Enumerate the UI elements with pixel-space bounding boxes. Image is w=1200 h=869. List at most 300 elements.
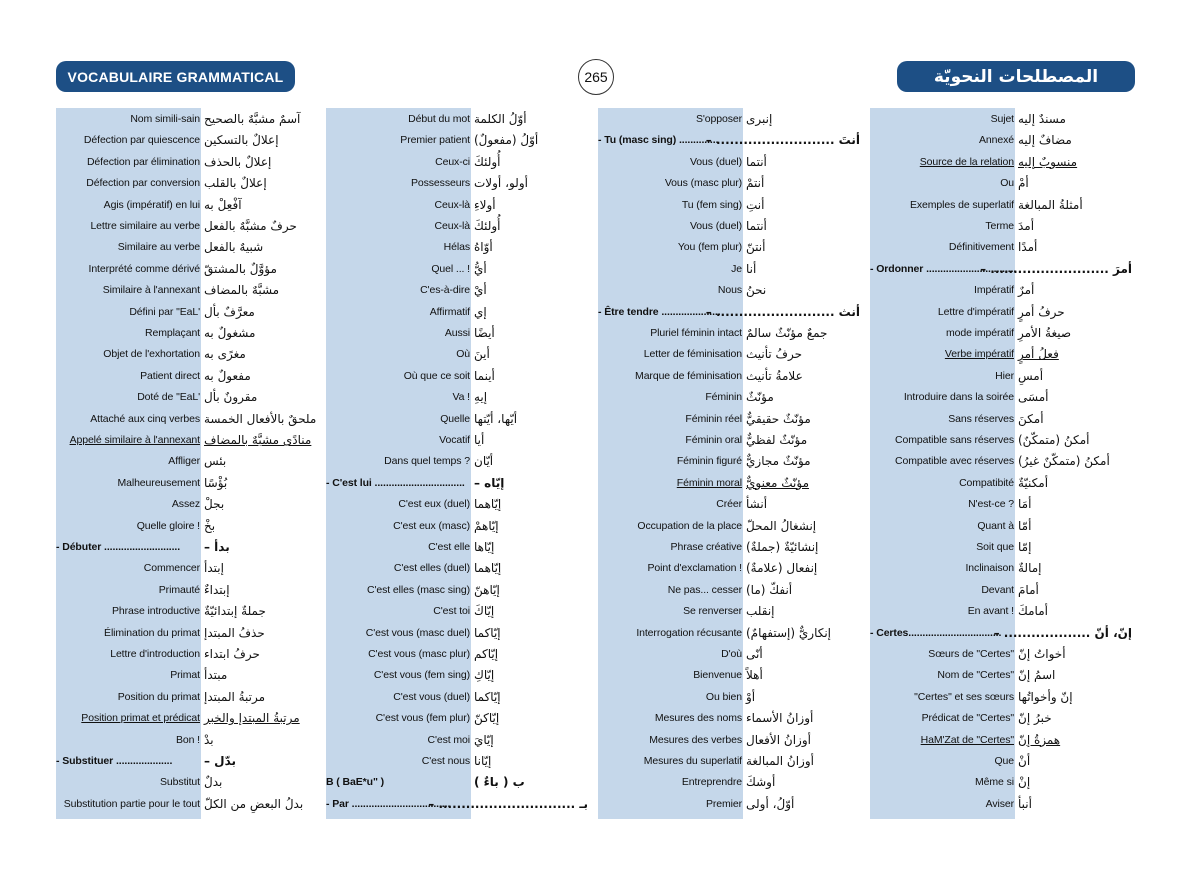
glossary-row bbox=[870, 280, 1135, 301]
arabic-term: آفْعِلْ به bbox=[204, 197, 242, 212]
glossary-row bbox=[870, 130, 1135, 151]
glossary-row bbox=[870, 601, 1135, 622]
french-term: Mesures des verbes bbox=[649, 733, 742, 746]
french-term: - Tu (masc sing) .............. bbox=[598, 134, 719, 147]
arabic-term: إبتدأ bbox=[204, 561, 224, 576]
french-term: C'est vous (fem sing) bbox=[373, 669, 470, 682]
french-term: Quant à bbox=[977, 519, 1014, 532]
french-term: Impératif bbox=[974, 284, 1014, 297]
arabic-term: أمسَى bbox=[1018, 390, 1049, 405]
arabic-term: أمكنُ (متمكّنٌ) bbox=[1018, 433, 1090, 447]
french-term: C'est nous bbox=[421, 755, 470, 767]
arabic-term: مؤنّثٌ مجازيٌّ bbox=[746, 454, 811, 469]
french-term: Substitution partie pour le tout bbox=[63, 797, 200, 810]
french-term: Sœurs de "Certes" bbox=[928, 648, 1014, 660]
french-term: Bienvenue bbox=[693, 669, 742, 682]
french-term: Ou bbox=[1000, 177, 1014, 190]
glossary-row bbox=[56, 173, 321, 194]
arabic-term: أوزانُ المبالغة bbox=[746, 754, 814, 768]
arabic-term: إيّايَ bbox=[474, 732, 494, 747]
glossary-row bbox=[598, 730, 863, 751]
arabic-term: إنقلب bbox=[746, 604, 775, 619]
glossary-row bbox=[56, 601, 321, 622]
french-term: Défection par élimination bbox=[86, 155, 200, 168]
arabic-term: بخْ bbox=[204, 518, 216, 533]
french-term: Sans réserves bbox=[948, 412, 1014, 425]
arabic-term: أنتمْ bbox=[746, 176, 765, 191]
french-term: Substitut bbox=[160, 776, 200, 789]
glossary-row bbox=[326, 430, 591, 451]
glossary-row bbox=[598, 537, 863, 558]
page-number: 265 bbox=[578, 59, 614, 95]
glossary-row bbox=[870, 109, 1135, 130]
arabic-term: بدلُ البعضِ من الكلّ bbox=[204, 796, 304, 811]
french-term: mode impératif bbox=[945, 327, 1014, 339]
french-term: Entreprendre bbox=[681, 776, 742, 789]
glossary-section-heading bbox=[870, 623, 1135, 644]
arabic-term: شبيهٌ بالفعل bbox=[204, 240, 264, 255]
glossary-row bbox=[870, 665, 1135, 686]
french-term: Vous (duel) bbox=[689, 220, 742, 232]
arabic-term: مقرونٌ بأل bbox=[204, 390, 258, 405]
arabic-term: أنبأ bbox=[1018, 796, 1032, 811]
glossary-column-3 bbox=[598, 108, 863, 819]
glossary-row bbox=[870, 152, 1135, 173]
glossary-row bbox=[56, 708, 321, 729]
arabic-term: مسندٌ إليه bbox=[1018, 112, 1066, 126]
arabic-term: بُؤْسًا bbox=[204, 475, 228, 490]
glossary-row bbox=[326, 280, 591, 301]
glossary-row bbox=[56, 387, 321, 408]
header-left-title: VOCABULAIRE GRAMMATICAL bbox=[56, 61, 295, 92]
french-term: Hier bbox=[995, 369, 1014, 382]
glossary-row bbox=[598, 601, 863, 622]
french-term: C'est vous (masc plur) bbox=[368, 648, 470, 660]
arabic-term: إبتداءٌ bbox=[204, 582, 230, 597]
glossary-row bbox=[56, 130, 321, 151]
arabic-term: صيغةُ الأمرِ bbox=[1018, 326, 1072, 340]
arabic-term: آسمٌ مشبَّهٌ بالصحيح bbox=[204, 112, 301, 126]
arabic-term: علامةُ تأنيث bbox=[746, 368, 803, 383]
french-term: B ( BaE*u" ) bbox=[326, 776, 385, 789]
glossary-row bbox=[598, 794, 863, 815]
arabic-term: أنفكّ (ما) bbox=[746, 582, 793, 597]
french-term: Féminin réel bbox=[685, 412, 742, 425]
glossary-row bbox=[326, 580, 591, 601]
glossary-row bbox=[870, 387, 1135, 408]
arabic-term: مغرًى به bbox=[204, 347, 246, 362]
glossary-row bbox=[56, 644, 321, 665]
french-term: C'est elles (duel) bbox=[393, 562, 470, 575]
arabic-term: أهلاً bbox=[746, 668, 763, 683]
glossary-row bbox=[870, 173, 1135, 194]
arabic-term: أنشأ bbox=[746, 497, 768, 512]
arabic-term: معرَّفٌ بأل bbox=[204, 304, 255, 319]
french-term: Similaire au verbe bbox=[117, 241, 200, 254]
glossary-row bbox=[326, 216, 591, 237]
glossary-row bbox=[326, 494, 591, 515]
glossary-row bbox=[598, 173, 863, 194]
french-term: N'est-ce ? bbox=[968, 498, 1014, 511]
french-term: Je bbox=[731, 262, 742, 275]
arabic-term: أمامَ bbox=[1018, 582, 1039, 597]
arabic-term: أمرٌ bbox=[1018, 283, 1035, 298]
glossary-row bbox=[326, 366, 591, 387]
glossary-row bbox=[598, 516, 863, 537]
french-term: C'est vous (fem plur) bbox=[375, 712, 470, 725]
glossary-row bbox=[326, 344, 591, 365]
french-term: Malheureusement bbox=[117, 476, 200, 489]
french-term: Interprété comme dérivé bbox=[88, 262, 200, 275]
arabic-term: إيّاكما bbox=[474, 689, 501, 704]
glossary-row bbox=[870, 323, 1135, 344]
french-term: Exemples de superlatif bbox=[909, 198, 1014, 211]
glossary-row bbox=[598, 323, 863, 344]
french-term: Féminin oral bbox=[685, 434, 742, 446]
glossary-row bbox=[326, 623, 591, 644]
arabic-term: إنّ وأخواتُها bbox=[1018, 689, 1073, 704]
french-term: Possesseurs bbox=[410, 177, 470, 190]
glossary-row bbox=[326, 516, 591, 537]
glossary-row bbox=[598, 387, 863, 408]
french-term: Primat bbox=[170, 669, 200, 682]
glossary-row bbox=[870, 772, 1135, 793]
french-term: Compatible sans réserves bbox=[895, 434, 1014, 446]
glossary-row bbox=[56, 623, 321, 644]
glossary-section-heading bbox=[598, 130, 863, 151]
french-term: Sujet bbox=[990, 113, 1014, 125]
arabic-term: أوّلُ (مفعولٌ) bbox=[474, 133, 539, 148]
arabic-term: مؤنّثٌ معنويٌّ bbox=[746, 475, 809, 490]
french-term: C'est moi bbox=[427, 733, 470, 746]
glossary-row bbox=[326, 644, 591, 665]
french-term: Vous (masc plur) bbox=[664, 177, 742, 190]
glossary-row bbox=[870, 516, 1135, 537]
french-term: Premier bbox=[705, 797, 742, 810]
arabic-term: إيّاهما bbox=[474, 497, 502, 512]
glossary-section-heading bbox=[326, 473, 591, 494]
french-term: HaM'Zat de "Certes" bbox=[920, 733, 1014, 746]
french-term: Appelé similaire à l'annexant bbox=[69, 434, 200, 446]
glossary-row bbox=[56, 344, 321, 365]
glossary-row bbox=[56, 665, 321, 686]
glossary-row bbox=[56, 409, 321, 430]
arabic-term: أينما bbox=[474, 368, 495, 383]
glossary-row bbox=[326, 708, 591, 729]
french-term: Hélas bbox=[443, 241, 470, 254]
arabic-term: منادًى مشبَّهٌ بالمضاف bbox=[204, 433, 312, 447]
arabic-term: إي bbox=[474, 304, 487, 319]
french-term: - Certes................................. bbox=[870, 626, 1002, 639]
arabic-term: أنا bbox=[746, 261, 757, 276]
french-term: Ne pas... cesser bbox=[667, 583, 742, 596]
french-term: D'où bbox=[721, 648, 742, 660]
glossary-row bbox=[56, 366, 321, 387]
arabic-term: أيّها، أيّتها bbox=[474, 411, 518, 426]
glossary-column-4 bbox=[870, 108, 1135, 819]
arabic-term: أمدًا bbox=[1018, 240, 1038, 255]
glossary-row bbox=[598, 665, 863, 686]
glossary-row bbox=[326, 730, 591, 751]
glossary-row bbox=[326, 409, 591, 430]
arabic-term: أوّلُ الكلمة bbox=[474, 112, 527, 126]
french-term: Définitivement bbox=[948, 241, 1014, 254]
french-term: Premier patient bbox=[400, 134, 470, 147]
glossary-row bbox=[870, 644, 1135, 665]
arabic-term: إمالةٌ bbox=[1018, 561, 1042, 576]
arabic-term: حرفُ ابتداء bbox=[204, 647, 260, 661]
glossary-row bbox=[56, 195, 321, 216]
french-term: Assez bbox=[171, 498, 200, 511]
arabic-term: أولو، أولات bbox=[474, 176, 528, 191]
arabic-term: إعلالٌ بالقلب bbox=[204, 176, 267, 191]
french-term: Ceux-ci bbox=[435, 155, 470, 168]
glossary-row bbox=[870, 237, 1135, 258]
french-term: Nous bbox=[717, 284, 742, 297]
glossary-row bbox=[870, 195, 1135, 216]
french-term: "Certes" et ses sœurs bbox=[914, 690, 1014, 703]
french-term: Phrase créative bbox=[670, 541, 742, 553]
glossary-row bbox=[326, 323, 591, 344]
glossary-row bbox=[326, 687, 591, 708]
arabic-term: خبرُ إنّ bbox=[1018, 711, 1052, 726]
french-term: Même si bbox=[975, 776, 1014, 789]
french-term: Terme bbox=[985, 220, 1014, 232]
arabic-term: بئس bbox=[204, 454, 227, 469]
french-term: Marque de féminisation bbox=[635, 369, 742, 382]
french-term: Primauté bbox=[158, 583, 200, 596]
french-term: Phrase introductive bbox=[112, 605, 200, 618]
french-term: Affirmatif bbox=[429, 305, 470, 318]
french-term: Compatible avec réserves bbox=[895, 455, 1014, 468]
glossary-row bbox=[598, 751, 863, 772]
french-term: Mesures du superlatif bbox=[643, 755, 742, 767]
glossary-row bbox=[870, 473, 1135, 494]
french-term: Quelle bbox=[440, 412, 470, 425]
french-term: Compatibité bbox=[959, 476, 1014, 489]
glossary-row bbox=[598, 152, 863, 173]
french-term: Aussi bbox=[444, 327, 470, 339]
glossary-row bbox=[326, 259, 591, 280]
glossary-row bbox=[326, 558, 591, 579]
arabic-term: إنشغالُ المحلّ bbox=[746, 518, 817, 533]
french-term: Où bbox=[456, 348, 470, 361]
arabic-term: أمكنَ bbox=[1018, 411, 1044, 426]
arabic-term: أيْ bbox=[474, 283, 487, 298]
french-term: Que bbox=[994, 755, 1014, 767]
arabic-term: مؤنّثٌ حقيقيٌّ bbox=[746, 411, 811, 426]
arabic-term: مؤنّثٌ لفظيٌّ bbox=[746, 433, 808, 447]
glossary-row bbox=[598, 109, 863, 130]
glossary-row bbox=[326, 387, 591, 408]
arabic-term: بجلْ bbox=[204, 497, 225, 512]
glossary-row bbox=[598, 494, 863, 515]
glossary-row bbox=[870, 366, 1135, 387]
arabic-term: إنّ، أنّ ................... – bbox=[993, 625, 1132, 640]
arabic-term: مؤوَّلٌ بالمشتقّ bbox=[204, 261, 277, 276]
arabic-term: إيّاكنّ bbox=[474, 711, 500, 726]
french-term: Devant bbox=[981, 583, 1014, 596]
arabic-term: أُولئكَ bbox=[474, 154, 501, 169]
french-term: Position du primat bbox=[117, 690, 200, 703]
french-term: Prédicat de "Certes" bbox=[921, 712, 1014, 725]
arabic-term: أمامكَ bbox=[1018, 604, 1048, 619]
glossary-section-heading bbox=[56, 537, 321, 558]
arabic-term: أُولئكَ bbox=[474, 219, 501, 233]
glossary-row bbox=[56, 558, 321, 579]
arabic-term: أنتِ bbox=[746, 197, 765, 212]
french-term: Position primat et prédicat bbox=[81, 712, 200, 725]
glossary-row bbox=[56, 430, 321, 451]
french-term: Verbe impératif bbox=[944, 348, 1014, 361]
arabic-term: أنتما bbox=[746, 154, 767, 169]
french-term: Dans quel temps ? bbox=[384, 455, 470, 468]
glossary-row bbox=[870, 687, 1135, 708]
glossary-row bbox=[56, 259, 321, 280]
french-term: Annexé bbox=[978, 134, 1014, 147]
arabic-term: أمرَ .......................... – bbox=[980, 261, 1132, 276]
glossary-row bbox=[598, 409, 863, 430]
arabic-term: إمّا bbox=[1018, 540, 1032, 554]
french-term: Attaché aux cinq verbes bbox=[90, 412, 200, 425]
arabic-term: إنشائيّةٌ (جملةٌ) bbox=[746, 540, 819, 554]
arabic-term: أيّان bbox=[474, 454, 494, 469]
glossary-row bbox=[56, 580, 321, 601]
french-term: - C'est lui ................................ bbox=[326, 476, 465, 489]
arabic-term: أوزانُ الأسماء bbox=[746, 711, 814, 726]
arabic-term: إنبرى bbox=[746, 112, 773, 126]
french-term: Lettre d'introduction bbox=[110, 648, 200, 660]
french-term: Soit que bbox=[976, 541, 1014, 553]
glossary-row bbox=[598, 216, 863, 237]
french-term: Source de la relation bbox=[919, 155, 1014, 168]
french-term: Défection par quiescence bbox=[83, 134, 200, 147]
arabic-term: أمّا bbox=[1018, 518, 1032, 533]
glossary-row bbox=[56, 280, 321, 301]
arabic-term: بدْ bbox=[204, 732, 214, 747]
glossary-row bbox=[598, 687, 863, 708]
glossary-row bbox=[326, 665, 591, 686]
arabic-term: حرفٌ مشبَّهٌ بالفعل bbox=[204, 219, 297, 233]
french-term: Lettre d'impératif bbox=[937, 305, 1014, 318]
glossary-section-heading bbox=[870, 259, 1135, 280]
arabic-term: أمكنُ (متمكّنٌ غيرُ) bbox=[1018, 454, 1110, 469]
arabic-term: إنْ bbox=[1018, 775, 1031, 790]
glossary-row bbox=[326, 451, 591, 472]
glossary-row bbox=[326, 302, 591, 323]
arabic-term: حرفُ تأنيث bbox=[746, 347, 803, 362]
glossary-row bbox=[598, 708, 863, 729]
glossary-row bbox=[56, 772, 321, 793]
glossary-row bbox=[56, 494, 321, 515]
french-term: Doté de "EaL' bbox=[137, 391, 200, 404]
arabic-term: أوشكَ bbox=[746, 775, 776, 790]
french-term: Où que ce soit bbox=[403, 369, 470, 382]
arabic-term: أيا bbox=[474, 433, 485, 447]
arabic-term: منسوبٌ إليه bbox=[1018, 154, 1078, 169]
glossary-row bbox=[598, 451, 863, 472]
arabic-term: همزةُ إنّ bbox=[1018, 732, 1061, 747]
glossary-row bbox=[326, 537, 591, 558]
arabic-term: أولاءِ bbox=[474, 197, 496, 212]
glossary-row bbox=[870, 494, 1135, 515]
arabic-term: إيّاكَ bbox=[474, 604, 495, 619]
arabic-term: نحنُ bbox=[746, 283, 767, 298]
glossary-row bbox=[870, 751, 1135, 772]
french-term: - Substituer .................... bbox=[56, 755, 173, 767]
french-term: Affliger bbox=[168, 455, 200, 468]
arabic-term: أنتنّ bbox=[746, 240, 766, 255]
glossary-row bbox=[598, 430, 863, 451]
arabic-term: أوْ bbox=[746, 689, 756, 704]
header-right-title: المصطلحات النحويّة bbox=[897, 61, 1135, 92]
glossary-row bbox=[326, 130, 591, 151]
arabic-term: أمسِ bbox=[1018, 368, 1044, 383]
arabic-term: بدلٌ bbox=[204, 775, 223, 790]
glossary-row bbox=[870, 430, 1135, 451]
glossary-row bbox=[56, 216, 321, 237]
french-term: Occupation de la place bbox=[637, 519, 742, 532]
french-term: Lettre similaire au verbe bbox=[90, 220, 200, 232]
french-term: - Ordonner ................................ bbox=[870, 262, 1017, 275]
french-term: Interrogation récusante bbox=[636, 626, 742, 639]
arabic-term: أمْ bbox=[1018, 176, 1029, 191]
glossary-row bbox=[56, 516, 321, 537]
glossary-row bbox=[326, 195, 591, 216]
french-term: Élimination du primat bbox=[104, 626, 200, 639]
french-term: Vous (duel) bbox=[689, 155, 742, 168]
french-term: Inclinaison bbox=[965, 562, 1014, 575]
french-term: S'opposer bbox=[695, 113, 742, 125]
arabic-term: ب ( باءٌ ) bbox=[474, 775, 525, 790]
glossary-column-2 bbox=[326, 108, 591, 819]
arabic-term: بـ .............................. – bbox=[428, 796, 588, 811]
arabic-term: أيضًا bbox=[474, 326, 495, 340]
arabic-term: إيّاهما bbox=[474, 561, 502, 576]
arabic-term: أخواتُ إنّ bbox=[1018, 647, 1066, 661]
arabic-term: أنْ bbox=[1018, 754, 1031, 768]
french-term: - Par ................................... bbox=[326, 797, 451, 810]
french-term: Créer bbox=[716, 498, 742, 511]
french-term: Bon ! bbox=[175, 733, 200, 746]
french-term: Début du mot bbox=[408, 113, 470, 125]
arabic-term: أنتما bbox=[746, 219, 767, 233]
glossary-row bbox=[870, 302, 1135, 323]
arabic-term: إيّاكم bbox=[474, 647, 499, 661]
glossary-row bbox=[326, 601, 591, 622]
glossary-row bbox=[56, 109, 321, 130]
arabic-term: إيّاه – bbox=[474, 475, 505, 490]
french-term: Similaire à l'annexant bbox=[102, 284, 200, 297]
glossary-row bbox=[870, 537, 1135, 558]
glossary-row bbox=[870, 558, 1135, 579]
arabic-term: أمدَ bbox=[1018, 219, 1035, 233]
arabic-term: إعلالٌ بالتسكين bbox=[204, 133, 279, 148]
glossary-row bbox=[598, 237, 863, 258]
glossary-row bbox=[56, 237, 321, 258]
glossary-row bbox=[598, 259, 863, 280]
arabic-term: أنث .......................... – bbox=[705, 304, 860, 319]
french-term: Aviser bbox=[985, 797, 1014, 810]
glossary-row bbox=[56, 730, 321, 751]
french-term: Nom simili-sain bbox=[130, 113, 200, 125]
arabic-term: مرتبةُ المبتدإ bbox=[204, 689, 266, 704]
french-term: Point d'exclamation ! bbox=[647, 562, 742, 575]
french-term: Objet de l'exhortation bbox=[103, 348, 200, 361]
arabic-term: ملحقٌ بالأفعال الخمسة bbox=[204, 411, 317, 426]
french-term: C'es-à-dire bbox=[420, 284, 470, 297]
french-term: Ou bien bbox=[705, 690, 742, 703]
